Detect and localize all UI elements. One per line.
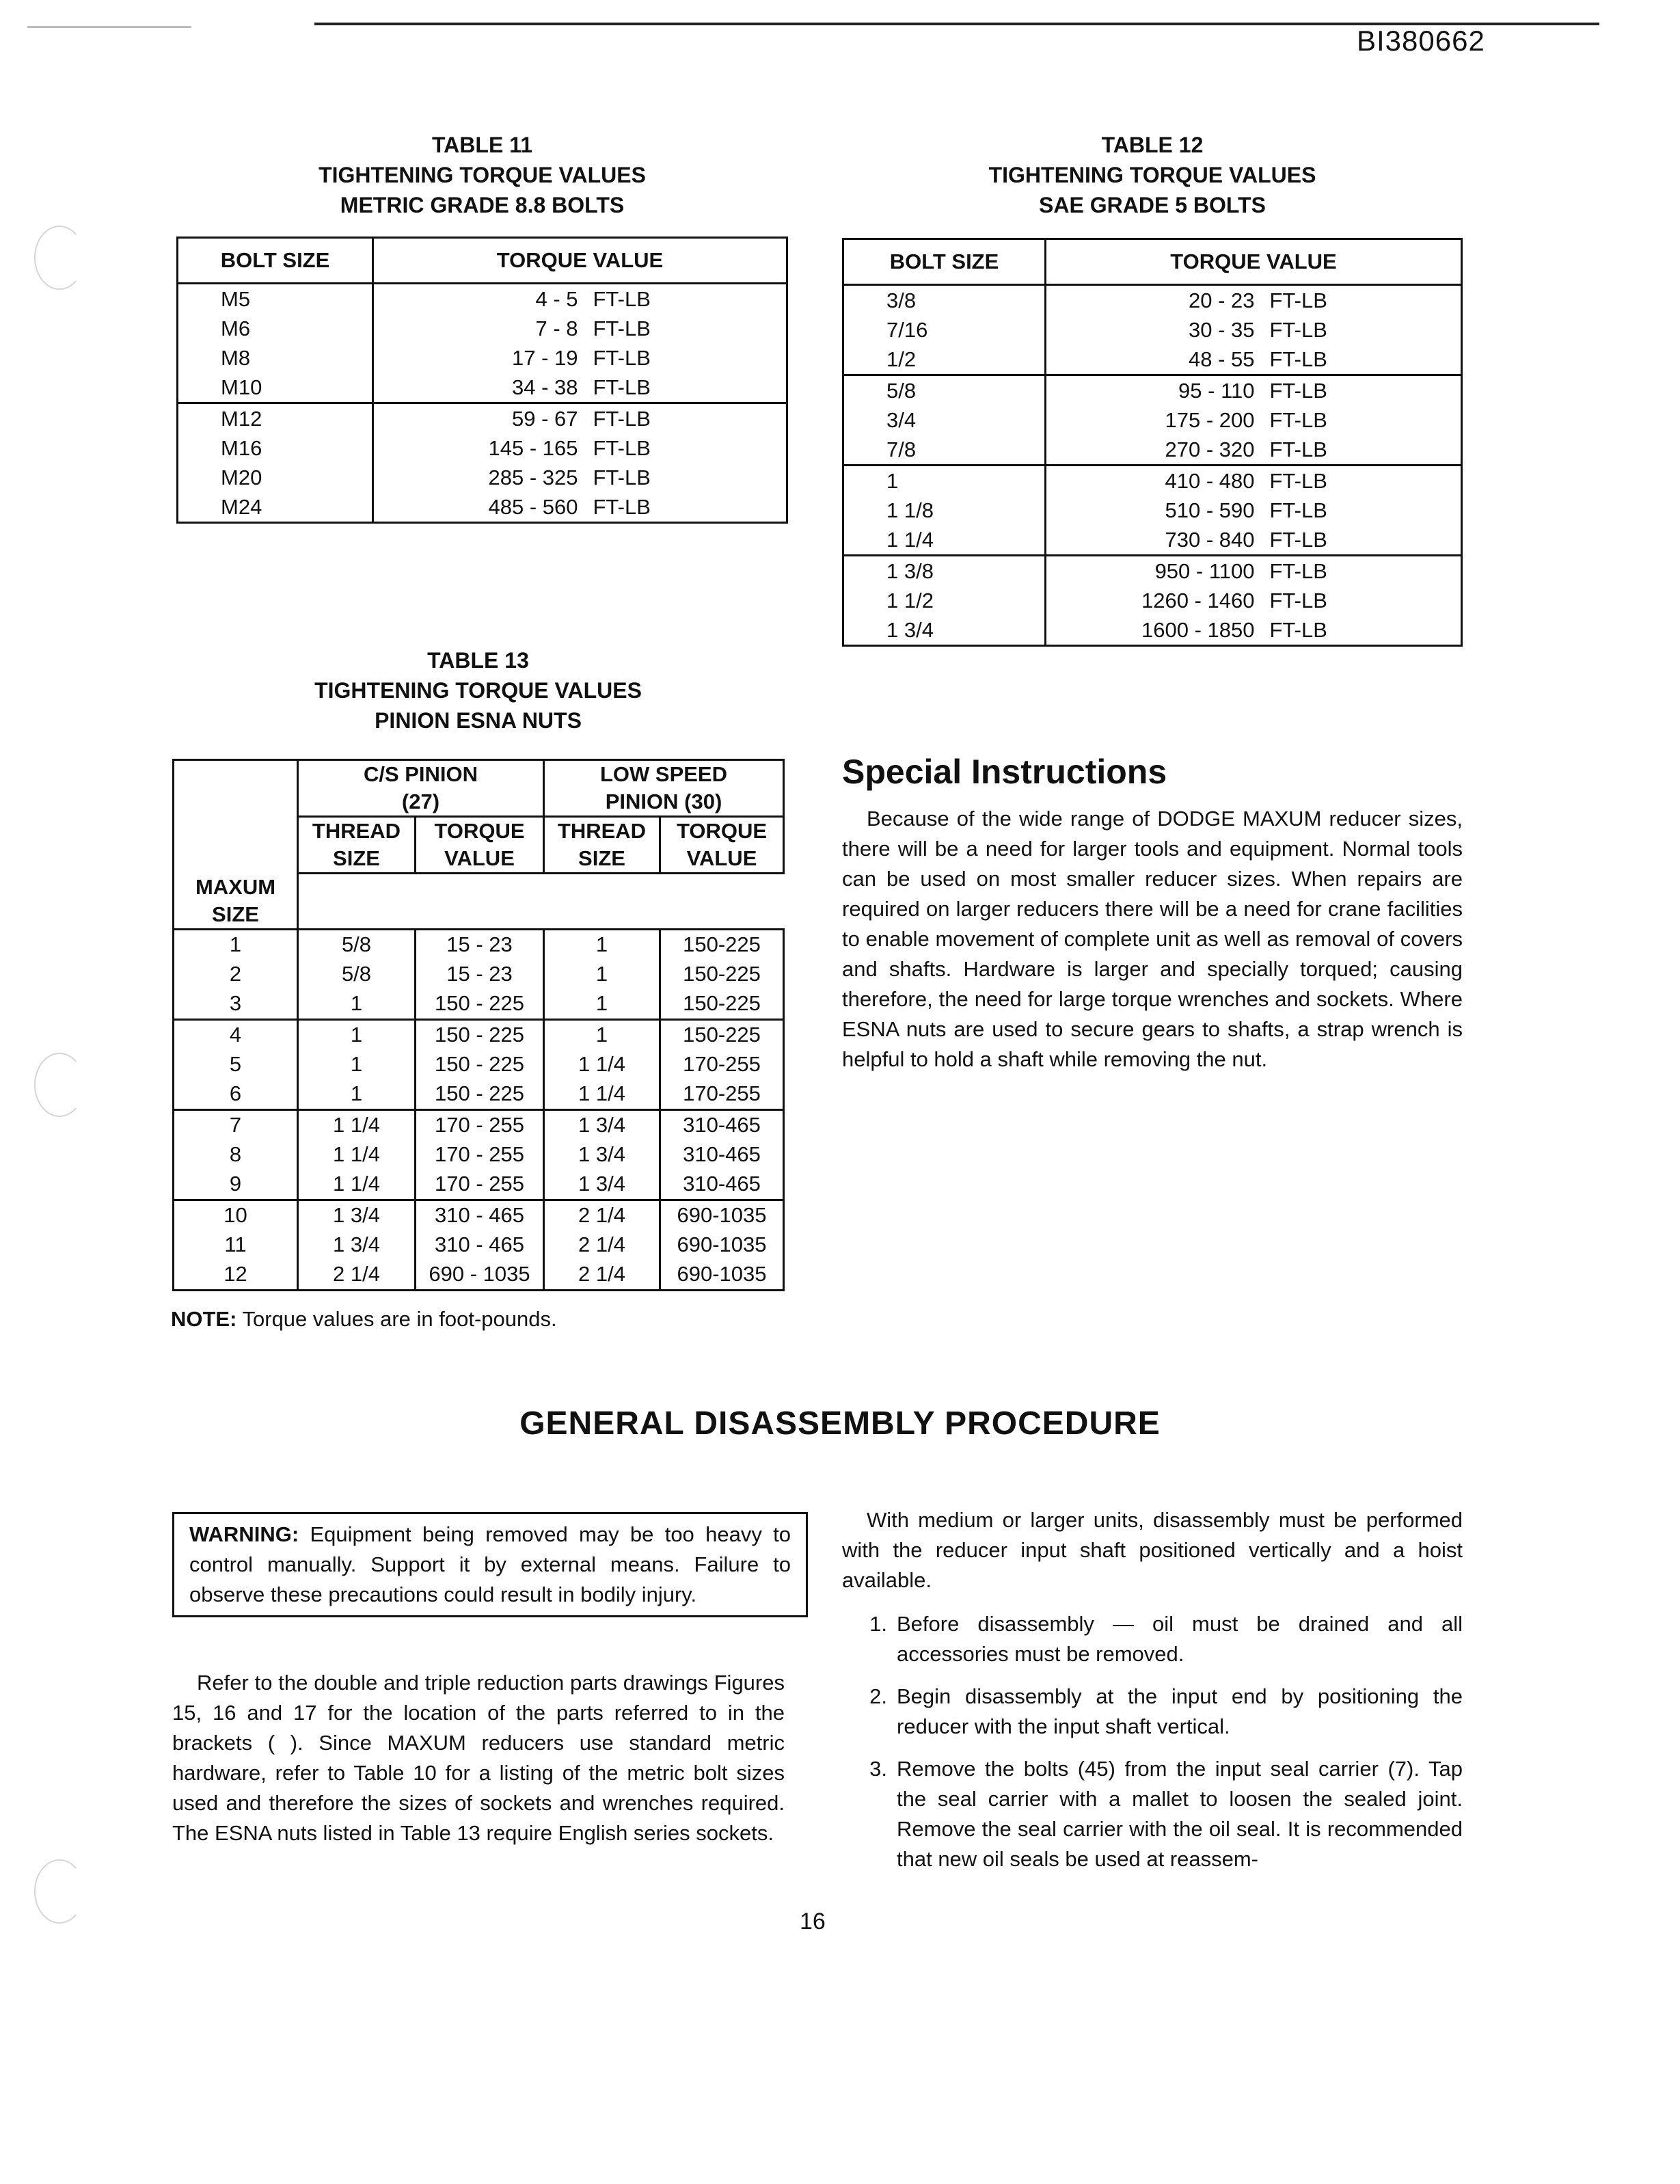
- ls-torque-value-cell: 150-225: [660, 960, 784, 989]
- ls-torque-value-cell: 170-255: [660, 1079, 784, 1110]
- table-row: [174, 929, 784, 960]
- bolt-size-cell: 1 3/4: [886, 617, 934, 642]
- torque-unit-cell: FT-LB: [578, 403, 787, 434]
- torque-range-cell: 59 - 67: [373, 403, 578, 434]
- table13-col-thread-size-1: THREAD SIZE: [298, 817, 416, 874]
- torque-range-cell: 510 - 590: [1046, 496, 1255, 525]
- torque-unit-cell: FT-LB: [1269, 527, 1327, 552]
- cs-thread-size-cell: 1 3/4: [298, 1230, 416, 1260]
- ls-thread-size-cell: 1: [544, 989, 660, 1020]
- torque-unit-cell: FT-LB: [593, 316, 651, 340]
- special-instructions-body: Because of the wide range of DODGE MAXUM reducer sizes, there will be a need for larger tools and equipment. Normal tools can be used on most smaller reducer sizes. When repairs are required on larger reducers there will be a need for crane facilities to enable movement of complete unit as well as removal of covers and shafts. Hardware is larger and specially torqued; causing therefore, the need for large torque wrenches and sockets. Where ESNA nuts are used to secure gears to shafts, a strap wrench is helpful to hold a shaft while removing the nut.: [842, 807, 1463, 1071]
- maxum-size-cell: 6: [174, 1079, 298, 1110]
- torque-range-cell: 950 - 1100: [1046, 556, 1255, 587]
- bolt-size-cell: M16: [221, 435, 262, 460]
- cs-torque-value-cell: 310 - 465: [416, 1200, 544, 1230]
- ls-torque-value-cell: 690-1035: [660, 1230, 784, 1260]
- table-row: [174, 1230, 784, 1260]
- maxum-size-cell: 11: [174, 1230, 298, 1260]
- table13-group-low-speed-pinion: LOW SPEED PINION (30): [544, 760, 784, 817]
- cs-torque-value-cell: 310 - 465: [416, 1230, 544, 1260]
- bolt-size-cell: 1 1/2: [886, 588, 934, 612]
- cs-thread-size-cell: 1 1/4: [298, 1170, 416, 1200]
- bolt-size-cell: M12: [178, 403, 373, 434]
- table-row: [843, 496, 1462, 525]
- table-row: [843, 405, 1462, 435]
- ls-thread-size-cell: 2 1/4: [544, 1260, 660, 1291]
- torque-unit-cell: FT-LB: [1255, 556, 1462, 587]
- cs-thread-size-cell: 1 1/4: [298, 1109, 416, 1140]
- table11-subtitle1: TIGHTENING TORQUE VALUES: [319, 163, 646, 187]
- torque-range-cell: 410 - 480: [1046, 466, 1255, 496]
- punch-hole: [34, 1859, 85, 1924]
- ls-torque-value-cell: 150-225: [660, 989, 784, 1020]
- bolt-size-cell: M5: [221, 286, 251, 311]
- torque-unit-cell: FT-LB: [1255, 466, 1462, 496]
- torque-range-cell: 7 - 8: [373, 314, 578, 343]
- scan-line: [27, 26, 191, 28]
- bolt-size-cell: 5/8: [843, 375, 1046, 406]
- table13-group-cs-pinion: C/S PINION (27): [298, 760, 544, 817]
- table-row: [174, 1079, 784, 1110]
- step-text: Begin disassembly at the input end by positioning the reducer with the input shaft vertical.: [897, 1684, 1463, 1738]
- torque-unit-cell: FT-LB: [593, 494, 651, 519]
- ls-torque-value-cell: 150-225: [660, 1019, 784, 1050]
- torque-unit-cell: FT-LB: [1269, 317, 1327, 342]
- ls-thread-size-cell: 1 3/4: [544, 1109, 660, 1140]
- bolt-size-cell: M20: [221, 465, 262, 489]
- table11-col-torque: TORQUE VALUE: [373, 238, 787, 284]
- table-row: [843, 615, 1462, 646]
- table11-caption: [176, 130, 788, 220]
- list-item: [842, 1754, 1463, 1874]
- bolt-size-cell: 7/8: [886, 437, 917, 461]
- table-row: [843, 375, 1462, 406]
- cs-torque-value-cell: 170 - 255: [416, 1109, 544, 1140]
- warning-label: WARNING:: [189, 1522, 299, 1546]
- torque-unit-cell: FT-LB: [1269, 617, 1327, 642]
- table12-title: TABLE 12: [1101, 133, 1204, 157]
- cs-thread-size-cell: 2 1/4: [298, 1260, 416, 1291]
- cs-thread-size-cell: 1 1/4: [298, 1140, 416, 1170]
- ls-torque-value-cell: 310-465: [660, 1140, 784, 1170]
- torque-unit-cell: FT-LB: [1269, 588, 1327, 612]
- torque-range-cell: 285 - 325: [373, 463, 578, 492]
- cs-torque-value-cell: 690 - 1035: [416, 1260, 544, 1291]
- torque-unit-cell: FT-LB: [1269, 407, 1327, 432]
- table-row: [178, 492, 787, 523]
- bolt-size-cell: M10: [221, 375, 262, 399]
- ls-torque-value-cell: 690-1035: [660, 1200, 784, 1230]
- cs-thread-size-cell: 1: [298, 1019, 416, 1050]
- table-row: [174, 1170, 784, 1200]
- table13-subtitle1: TIGHTENING TORQUE VALUES: [314, 678, 642, 703]
- bolt-size-cell: 3/8: [886, 288, 917, 312]
- table-row: [843, 586, 1462, 615]
- torque-range-cell: 730 - 840: [1046, 525, 1255, 556]
- step-text: Before disassembly — oil must be drained and all accessories must be removed.: [897, 1612, 1463, 1666]
- table-row: [843, 556, 1462, 587]
- table13-col-torque-value-1: TORQUE VALUE: [416, 817, 544, 874]
- cs-torque-value-cell: 150 - 225: [416, 1019, 544, 1050]
- ls-thread-size-cell: 1: [544, 960, 660, 989]
- table11-title: TABLE 11: [432, 133, 532, 157]
- step-number: 3.: [869, 1757, 887, 1781]
- list-item: [842, 1609, 1463, 1669]
- table12-caption: [842, 130, 1463, 220]
- cs-thread-size-cell: 5/8: [298, 929, 416, 960]
- table-row: [174, 1140, 784, 1170]
- bolt-size-cell: M24: [221, 494, 262, 519]
- torque-unit-cell: FT-LB: [1255, 375, 1462, 406]
- torque-unit-cell: FT-LB: [1269, 347, 1327, 371]
- torque-range-cell: 270 - 320: [1046, 435, 1255, 466]
- torque-range-cell: 1260 - 1460: [1046, 586, 1255, 615]
- cs-thread-size-cell: 1: [298, 989, 416, 1020]
- bolt-size-cell: 3/4: [886, 407, 917, 432]
- table13-col-maxum-size: MAXUM SIZE: [174, 874, 298, 930]
- table-row: [174, 1019, 784, 1050]
- cs-thread-size-cell: 5/8: [298, 960, 416, 989]
- cs-thread-size-cell: 1: [298, 1050, 416, 1079]
- torque-range-cell: 34 - 38: [373, 373, 578, 403]
- table12-subtitle2: SAE GRADE 5 BOLTS: [1039, 193, 1266, 217]
- table13-maxum-blank: [174, 760, 298, 874]
- torque-unit-cell: FT-LB: [1269, 288, 1327, 312]
- bolt-size-cell: 1 1/8: [886, 498, 934, 522]
- maxum-size-cell: 1: [174, 929, 298, 960]
- ls-thread-size-cell: 1 1/4: [544, 1050, 660, 1079]
- table-row: [178, 373, 787, 403]
- table-row: [174, 960, 784, 989]
- maxum-size-cell: 3: [174, 989, 298, 1020]
- bolt-size-cell: M8: [221, 345, 251, 370]
- torque-range-cell: 4 - 5: [373, 284, 578, 314]
- maxum-size-cell: 9: [174, 1170, 298, 1200]
- ls-torque-value-cell: 170-255: [660, 1050, 784, 1079]
- bolt-size-cell: M6: [221, 316, 251, 340]
- table13-subtitle2: PINION ESNA NUTS: [375, 708, 582, 733]
- note: [171, 1307, 557, 1332]
- table-row: [174, 1260, 784, 1291]
- note-label: NOTE:: [171, 1307, 237, 1331]
- torque-unit-cell: FT-LB: [593, 375, 651, 399]
- ls-torque-value-cell: 150-225: [660, 929, 784, 960]
- torque-range-cell: 17 - 19: [373, 343, 578, 373]
- bolt-size-cell: 7/16: [886, 317, 928, 342]
- gdp-left-paragraph: Refer to the double and triple reduction parts drawings Figures 15, 16 and 17 for the location of the parts referred to in the brackets ( ). Since MAXUM reducers use standard metric hardware, refer to Table 10 for a listing of the metric bolt sizes used and therefore the sizes of sockets and wrenches required. The ESNA nuts listed in Table 13 require English series sockets.: [172, 1671, 785, 1845]
- torque-unit-cell: FT-LB: [593, 345, 651, 370]
- torque-range-cell: 30 - 35: [1046, 315, 1255, 345]
- warning-box: [172, 1512, 808, 1617]
- table-row: [843, 435, 1462, 466]
- torque-unit-cell: FT-LB: [1269, 437, 1327, 461]
- cs-thread-size-cell: 1: [298, 1079, 416, 1110]
- torque-range-cell: 1600 - 1850: [1046, 615, 1255, 646]
- gdp-steps: [842, 1609, 1463, 1887]
- ls-thread-size-cell: 1: [544, 1019, 660, 1050]
- table11-subtitle2: METRIC GRADE 8.8 BOLTS: [340, 193, 625, 217]
- step-text: Remove the bolts (45) from the input seal carrier (7). Tap the seal carrier with a mallet to loosen the sealed joint. Remove the seal carrier with the oil seal. It is recommended that new oil seals be used at reassem-: [897, 1757, 1463, 1871]
- torque-unit-cell: FT-LB: [1269, 498, 1327, 522]
- special-instructions-title: Special Instructions: [842, 753, 1167, 791]
- warning-text: Equipment being removed may be too heavy to control manually. Support it by external means. Failure to observe these precautions could result in bodily injury.: [189, 1522, 791, 1606]
- ls-thread-size-cell: 2 1/4: [544, 1200, 660, 1230]
- torque-unit-cell: FT-LB: [593, 286, 651, 311]
- bolt-size-cell: 1: [843, 466, 1046, 496]
- table-row: [178, 463, 787, 492]
- table-row: [843, 285, 1462, 316]
- maxum-size-cell: 2: [174, 960, 298, 989]
- torque-range-cell: 48 - 55: [1046, 345, 1255, 375]
- ls-torque-value-cell: 310-465: [660, 1170, 784, 1200]
- page-number: 16: [800, 1909, 826, 1934]
- cs-torque-value-cell: 150 - 225: [416, 989, 544, 1020]
- table13-col-thread-size-2: THREAD SIZE: [544, 817, 660, 874]
- ls-torque-value-cell: 310-465: [660, 1109, 784, 1140]
- table-row: [178, 343, 787, 373]
- ls-thread-size-cell: 1: [544, 929, 660, 960]
- gdp-right-intro: With medium or larger units, disassembly must be performed with the reducer input shaft positioned vertically and a hoist available.: [842, 1508, 1463, 1592]
- table-row: [178, 284, 787, 314]
- cs-torque-value-cell: 170 - 255: [416, 1170, 544, 1200]
- bolt-size-cell: 1/2: [886, 347, 917, 371]
- table11: [176, 237, 788, 524]
- document-id: BI380662: [1357, 25, 1485, 57]
- step-number: 2.: [869, 1684, 887, 1708]
- gdp-title: GENERAL DISASSEMBLY PROCEDURE: [519, 1405, 1161, 1442]
- table12-col-torque: TORQUE VALUE: [1046, 239, 1462, 285]
- table13-title: TABLE 13: [427, 648, 529, 673]
- table-row: [843, 525, 1462, 556]
- table-row: [843, 315, 1462, 345]
- punch-hole: [34, 1053, 85, 1117]
- torque-range-cell: 485 - 560: [373, 492, 578, 523]
- torque-range-cell: 175 - 200: [1046, 405, 1255, 435]
- punch-hole: [34, 226, 85, 290]
- table-row: [174, 1200, 784, 1230]
- cs-torque-value-cell: 15 - 23: [416, 929, 544, 960]
- maxum-size-cell: 4: [174, 1019, 298, 1050]
- table-row: [174, 1109, 784, 1140]
- table-row: [843, 466, 1462, 496]
- torque-range-cell: 20 - 23: [1046, 285, 1255, 316]
- ls-torque-value-cell: 690-1035: [660, 1260, 784, 1291]
- bolt-size-cell: 1 3/8: [843, 556, 1046, 587]
- note-text: Torque values are in foot-pounds.: [242, 1307, 557, 1331]
- table12: [842, 238, 1463, 647]
- maxum-size-cell: 8: [174, 1140, 298, 1170]
- torque-range-cell: 95 - 110: [1046, 375, 1255, 406]
- list-item: [842, 1682, 1463, 1742]
- table13-col-torque-value-2: TORQUE VALUE: [660, 817, 784, 874]
- maxum-size-cell: 5: [174, 1050, 298, 1079]
- cs-thread-size-cell: 1 3/4: [298, 1200, 416, 1230]
- table13: [172, 759, 785, 1291]
- bolt-size-cell: 1 1/4: [886, 527, 934, 552]
- table-row: [178, 433, 787, 463]
- table13-caption: [172, 645, 784, 736]
- step-number: 1.: [869, 1612, 887, 1636]
- ls-thread-size-cell: 1 3/4: [544, 1170, 660, 1200]
- maxum-size-cell: 12: [174, 1260, 298, 1291]
- ls-thread-size-cell: 1 3/4: [544, 1140, 660, 1170]
- torque-unit-cell: FT-LB: [593, 435, 651, 460]
- table-row: [178, 314, 787, 343]
- table-row: [178, 403, 787, 434]
- torque-range-cell: 145 - 165: [373, 433, 578, 463]
- table11-col-bolt-size: BOLT SIZE: [178, 238, 373, 284]
- maxum-size-cell: 10: [174, 1200, 298, 1230]
- table12-col-bolt-size: BOLT SIZE: [843, 239, 1046, 285]
- cs-torque-value-cell: 150 - 225: [416, 1079, 544, 1110]
- ls-thread-size-cell: 1 1/4: [544, 1079, 660, 1110]
- maxum-size-cell: 7: [174, 1109, 298, 1140]
- cs-torque-value-cell: 15 - 23: [416, 960, 544, 989]
- table-row: [174, 1050, 784, 1079]
- cs-torque-value-cell: 170 - 255: [416, 1140, 544, 1170]
- cs-torque-value-cell: 150 - 225: [416, 1050, 544, 1079]
- table-row: [174, 989, 784, 1020]
- table-row: [843, 345, 1462, 375]
- torque-unit-cell: FT-LB: [593, 465, 651, 489]
- ls-thread-size-cell: 2 1/4: [544, 1230, 660, 1260]
- table12-subtitle1: TIGHTENING TORQUE VALUES: [988, 163, 1316, 187]
